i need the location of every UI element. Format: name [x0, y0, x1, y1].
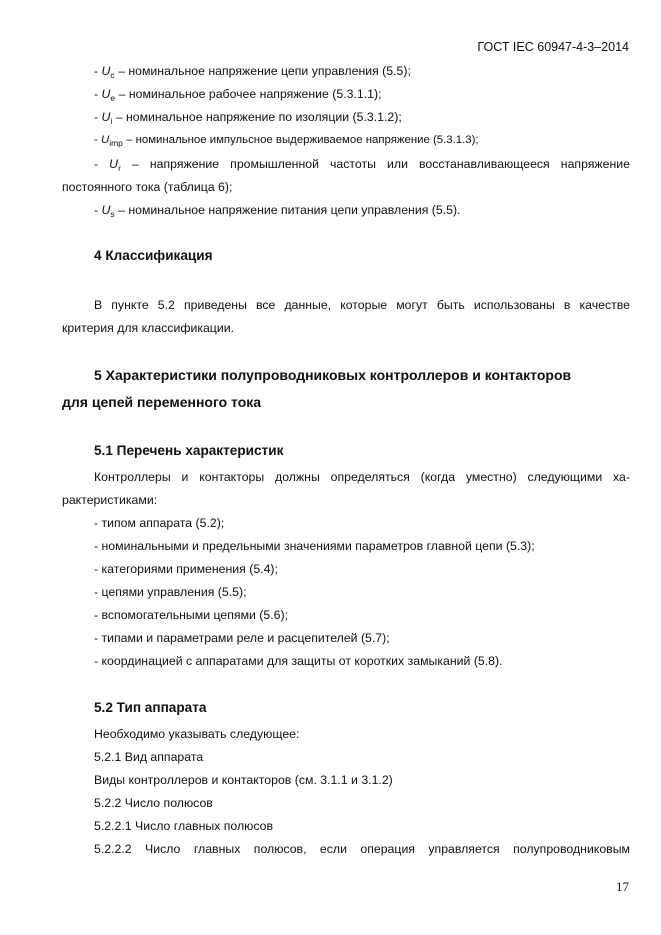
section-4-heading: 4 Классификация — [94, 248, 213, 263]
symbol-subscript: imp — [109, 138, 123, 148]
list-dash: - — [94, 134, 101, 146]
section-5-2-1-heading: 5.2.1 Вид аппарата — [94, 750, 204, 764]
section-5-2-2-heading: 5.2.2 Число полюсов — [94, 796, 213, 810]
section-5-1-heading: 5.1 Перечень характеристик — [94, 443, 284, 458]
symbol-subscript: s — [110, 209, 115, 219]
symbol-letter: U — [101, 64, 111, 78]
symbol-item-ur — [94, 156, 630, 173]
section-5-1-paragraph-line1: Контроллеры и контакторы должны определяться (когда уместно) следующими ха- — [94, 470, 630, 484]
symbol-subscript: r — [118, 163, 121, 173]
characteristic-item: - координацией с аппаратами для защиты от коротких замыканий (5.8). — [94, 654, 503, 668]
section-5-1-paragraph-line2: рактеристиками: — [62, 493, 158, 507]
symbol-item-uc — [94, 63, 630, 80]
section-5-2-2-2-line: 5.2.2.2 Число главных полюсов, если операция управляется полупроводниковым — [94, 842, 630, 856]
symbol-letter: U — [101, 87, 111, 101]
characteristic-item: - цепями управления (5.5); — [94, 585, 247, 599]
list-dash: - — [94, 64, 102, 78]
characteristic-item: - вспомогательными цепями (5.6); — [94, 608, 289, 622]
list-dash: - — [94, 110, 102, 124]
symbol-subscript: e — [110, 93, 116, 103]
section-4-paragraph-line1: В пункте 5.2 приведены все данные, которые могут быть использованы в качестве — [94, 298, 630, 312]
section-5-2-line: Виды контроллеров и контакторов (см. 3.1.1 и 3.1.2) — [94, 773, 393, 787]
symbol-letter: U — [101, 110, 111, 124]
symbol-item-ue — [94, 86, 630, 103]
characteristic-item: - типом аппарата (5.2); — [94, 516, 225, 530]
symbol-item-ui — [94, 109, 630, 126]
list-dash: - — [94, 203, 102, 217]
symbol-item-ur-continuation: постоянного тока (таблица 6); — [62, 180, 233, 194]
symbol-subscript: i — [110, 116, 113, 126]
symbol-description: – номинальное рабочее напряжение (5.3.1.1); — [115, 87, 382, 101]
symbol-letter: U — [101, 203, 111, 217]
symbol-letter: U — [109, 157, 119, 171]
section-5-2-heading: 5.2 Тип аппарата — [94, 700, 207, 715]
section-4-paragraph-line2: критерия для классификации. — [62, 321, 235, 335]
section-5-heading-line1: 5 Характеристики полупроводниковых контроллеров и контакторов — [94, 367, 572, 383]
characteristic-item: - категориями применения (5.4); — [94, 562, 278, 576]
characteristic-item: - типами и параметрами реле и расцепителей (5.7); — [94, 631, 390, 645]
symbol-description: – номинальное импульсное выдерживаемое напряжение (5.3.1.3); — [122, 134, 479, 146]
symbol-description: – номинальное напряжение питания цепи управления (5.5). — [114, 203, 461, 217]
list-dash: - — [94, 157, 110, 171]
symbol-description: – номинальное напряжение по изоляции (5.3.1.2); — [112, 110, 402, 124]
characteristic-item: - номинальными и предельными значениями параметров главной цепи (5.3); — [94, 539, 535, 553]
list-dash: - — [94, 87, 102, 101]
symbol-item-uimp — [94, 132, 630, 148]
section-5-2-line: Необходимо указывать следующее: — [94, 727, 300, 741]
symbol-description: – номинальное напряжение цепи управления (5.5); — [114, 64, 411, 78]
symbol-subscript: c — [110, 70, 115, 80]
symbol-description: – напряжение промышленной частоты или восстанавливающееся напряжение — [120, 157, 630, 171]
symbol-item-us — [94, 202, 630, 219]
page-number: 17 — [616, 879, 629, 894]
section-5-heading-line2: для цепей переменного тока — [62, 394, 262, 410]
symbol-letter: U — [100, 134, 110, 146]
section-5-2-2-1-heading: 5.2.2.1 Число главных полюсов — [94, 819, 274, 833]
document-header: ГОСТ IEC 60947-4-3–2014 — [477, 40, 629, 54]
